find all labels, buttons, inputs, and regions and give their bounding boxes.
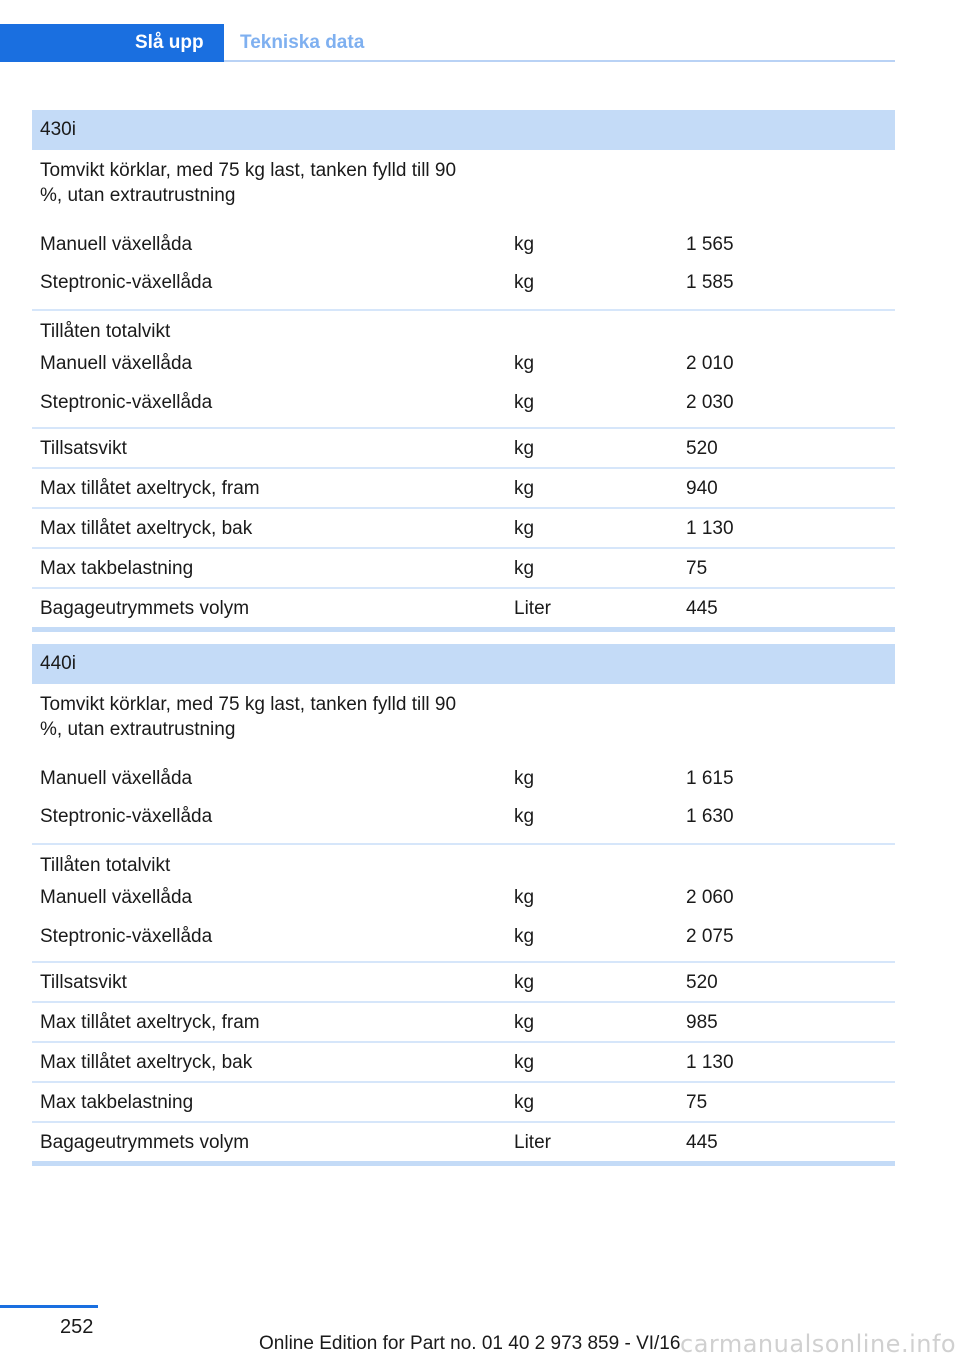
table-row xyxy=(32,270,895,309)
table-title: 440i xyxy=(32,644,895,684)
table-bottom-rule xyxy=(32,1161,895,1166)
row-unit: kg xyxy=(514,558,535,579)
row-unit: Liter xyxy=(514,598,551,619)
table-440i xyxy=(32,644,895,1166)
row-unit: kg xyxy=(514,392,535,413)
edition-text: Online Edition for Part no. 01 40 2 973 859 - VI/16 xyxy=(259,1333,681,1354)
row-unit: kg xyxy=(514,1092,535,1113)
row-label: Tomvikt körklar, med 75 kg last, tanken fylld till 90 %, utan extrautrustning xyxy=(40,160,457,206)
table-row xyxy=(32,469,895,507)
row-unit: kg xyxy=(514,972,535,993)
page-number: 252 xyxy=(60,1316,94,1338)
row-value: 520 xyxy=(686,972,718,993)
row-label: Tillsatsvikt xyxy=(40,972,127,993)
table-row xyxy=(32,924,895,961)
row-value: 940 xyxy=(686,478,718,499)
row-label: Max takbelastning xyxy=(40,1092,194,1113)
table-row xyxy=(32,509,895,547)
row-unit: kg xyxy=(514,234,535,255)
row-value: 1 130 xyxy=(686,1052,734,1073)
table-row xyxy=(32,766,895,804)
row-value: 2 075 xyxy=(686,926,734,947)
row-label: Tillsatsvikt xyxy=(40,438,127,459)
table-bottom-rule xyxy=(32,627,895,632)
row-label: Manuell växellåda xyxy=(40,353,193,374)
table-row xyxy=(32,351,895,390)
row-unit: kg xyxy=(514,1052,535,1073)
row-unit: kg xyxy=(514,887,535,908)
table-row xyxy=(32,963,895,1001)
table-row xyxy=(32,1043,895,1081)
table-row xyxy=(32,589,895,627)
row-value: 520 xyxy=(686,438,718,459)
row-value: 1 585 xyxy=(686,272,734,293)
row-label: Bagageutrymmets volym xyxy=(40,598,250,619)
header-rule xyxy=(224,60,895,62)
table-row xyxy=(32,1003,895,1041)
row-label: Manuell växellåda xyxy=(40,887,193,908)
table-row xyxy=(32,684,895,766)
row-value: 1 130 xyxy=(686,518,734,539)
row-unit: kg xyxy=(514,1012,535,1033)
row-unit: kg xyxy=(514,518,535,539)
row-label: Manuell växellåda xyxy=(40,768,193,789)
row-label: Tomvikt körklar, med 75 kg last, tanken fylld till 90 %, utan extrautrustning xyxy=(40,694,457,740)
table-430i xyxy=(32,110,895,632)
row-unit: Liter xyxy=(514,1132,551,1153)
row-unit: kg xyxy=(514,478,535,499)
row-value: 1 630 xyxy=(686,806,734,827)
table-row xyxy=(32,804,895,843)
row-unit: kg xyxy=(514,768,535,789)
tab-tekniska-data[interactable]: Tekniska data xyxy=(240,32,365,53)
row-value: 75 xyxy=(686,1092,708,1113)
table-row xyxy=(32,390,895,427)
row-label: Tillåten totalvikt xyxy=(40,321,171,342)
row-unit: kg xyxy=(514,438,535,459)
row-label: Bagageutrymmets volym xyxy=(40,1132,250,1153)
row-label: Steptronic-växellåda xyxy=(40,926,213,947)
row-label: Max tillåtet axeltryck, bak xyxy=(40,518,253,539)
row-value: 1 615 xyxy=(686,768,734,789)
row-value: 985 xyxy=(686,1012,718,1033)
row-label: Max takbelastning xyxy=(40,558,194,579)
row-label: Manuell växellåda xyxy=(40,234,193,255)
row-value: 75 xyxy=(686,558,708,579)
row-label: Max tillåtet axeltryck, fram xyxy=(40,478,260,499)
row-value: 2 010 xyxy=(686,353,734,374)
table-row xyxy=(32,311,895,351)
table-row xyxy=(32,845,895,885)
row-label: Steptronic-växellåda xyxy=(40,392,213,413)
table-row xyxy=(32,549,895,587)
table-title: 430i xyxy=(32,110,895,150)
row-label: Steptronic-växellåda xyxy=(40,272,213,293)
row-value: 1 565 xyxy=(686,234,734,255)
table-row xyxy=(32,1123,895,1161)
row-unit: kg xyxy=(514,806,535,827)
watermark: carmanualsonline.info xyxy=(680,1330,957,1358)
footer-rule xyxy=(0,1305,98,1308)
row-value: 445 xyxy=(686,598,718,619)
row-label: Steptronic-växellåda xyxy=(40,806,213,827)
row-label: Tillåten totalvikt xyxy=(40,855,171,876)
row-value: 2 060 xyxy=(686,887,734,908)
tab-sla-upp[interactable]: Slå upp xyxy=(0,24,224,62)
table-row xyxy=(32,885,895,924)
row-label: Max tillåtet axeltryck, fram xyxy=(40,1012,260,1033)
top-navigation xyxy=(0,24,895,62)
table-row xyxy=(32,232,895,270)
row-unit: kg xyxy=(514,926,535,947)
row-unit: kg xyxy=(514,272,535,293)
row-value: 2 030 xyxy=(686,392,734,413)
row-value: 445 xyxy=(686,1132,718,1153)
table-row xyxy=(32,1083,895,1121)
table-row xyxy=(32,429,895,467)
table-row xyxy=(32,150,895,232)
row-label: Max tillåtet axeltryck, bak xyxy=(40,1052,253,1073)
row-unit: kg xyxy=(514,353,535,374)
